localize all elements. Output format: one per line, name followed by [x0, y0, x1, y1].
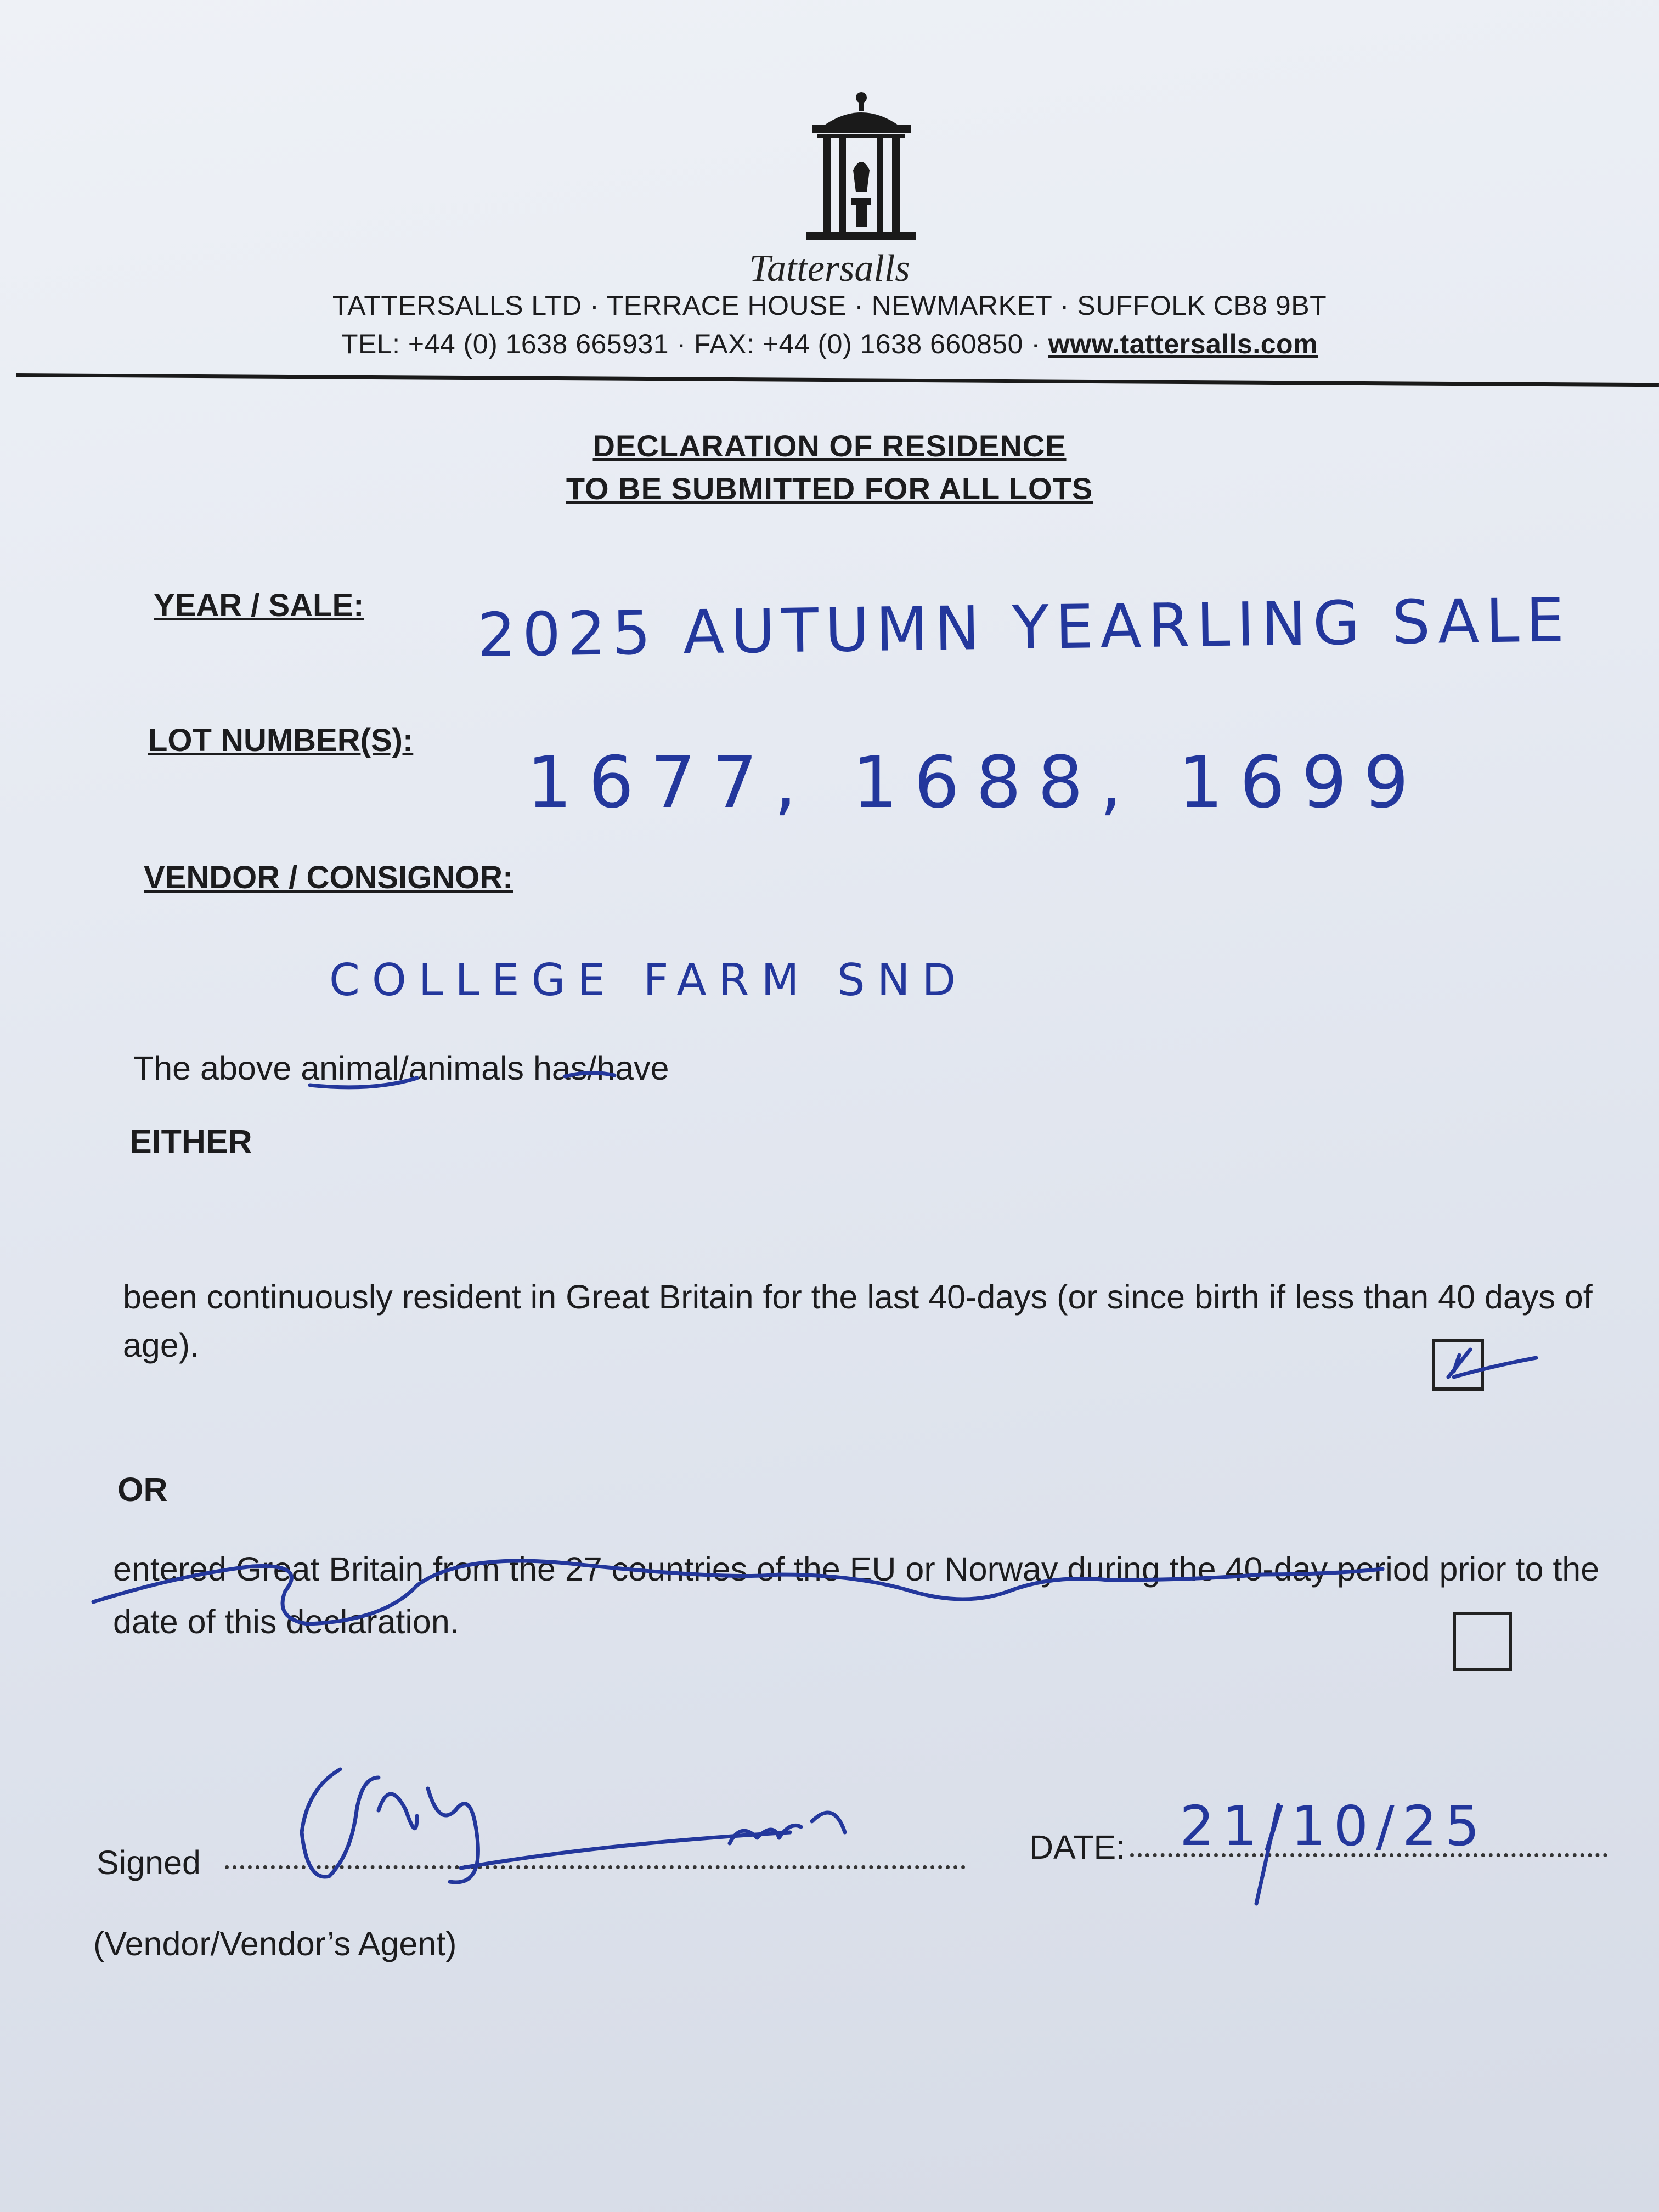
date-label: DATE:	[1029, 1829, 1126, 1866]
lot-number-label: LOT NUMBER(S):	[148, 723, 414, 758]
form-title: DECLARATION OF RESIDENCE	[592, 428, 1066, 463]
vendor-label: VENDOR / CONSIGNOR:	[144, 860, 514, 895]
form-subtitle: TO BE SUBMITTED FOR ALL LOTS	[566, 471, 1093, 506]
brand-name: Tattersalls	[749, 247, 910, 290]
vendor-value[interactable]: COLLEGE FARM SND	[329, 955, 968, 1006]
date-value[interactable]: 21/10/25	[1180, 1794, 1488, 1858]
either-label: EITHER	[129, 1123, 252, 1160]
contact-text: TEL: +44 (0) 1638 665931 · FAX: +44 (0) 1638 660850 ·	[341, 329, 1048, 359]
year-sale-label: YEAR / SALE:	[154, 588, 364, 623]
year-sale-value[interactable]: 2025 AUTUMN YEARLING SALE	[477, 585, 1571, 670]
contact-line	[0, 328, 1659, 360]
website-link[interactable]: www.tattersalls.com	[1048, 329, 1318, 359]
lot-number-value[interactable]: 1677, 1688, 1699	[527, 741, 1425, 824]
option-2-checkbox[interactable]	[1453, 1612, 1512, 1671]
address-line: TATTERSALLS LTD · TERRACE HOUSE · NEWMARKET · SUFFOLK CB8 9BT	[332, 290, 1327, 321]
option-1-checkbox[interactable]	[1432, 1339, 1484, 1391]
header-divider	[16, 373, 1659, 387]
option-1-text: been continuously resident in Great Britain for the last 40-days (or since birth if less than 40 days of age).	[123, 1278, 1593, 1364]
signer-role: (Vendor/Vendor’s Agent)	[93, 1925, 457, 1962]
signed-label: Signed	[97, 1844, 201, 1881]
tattersalls-logo	[790, 88, 933, 252]
or-label: OR	[117, 1471, 168, 1508]
signature-line	[225, 1865, 966, 1869]
statement-intro: The above animal/animals has/have	[133, 1049, 669, 1087]
option-2-text: entered Great Britain from the 27 countries of the EU or Norway during the 40-day period prior to the date of this declaration.	[113, 1550, 1600, 1640]
